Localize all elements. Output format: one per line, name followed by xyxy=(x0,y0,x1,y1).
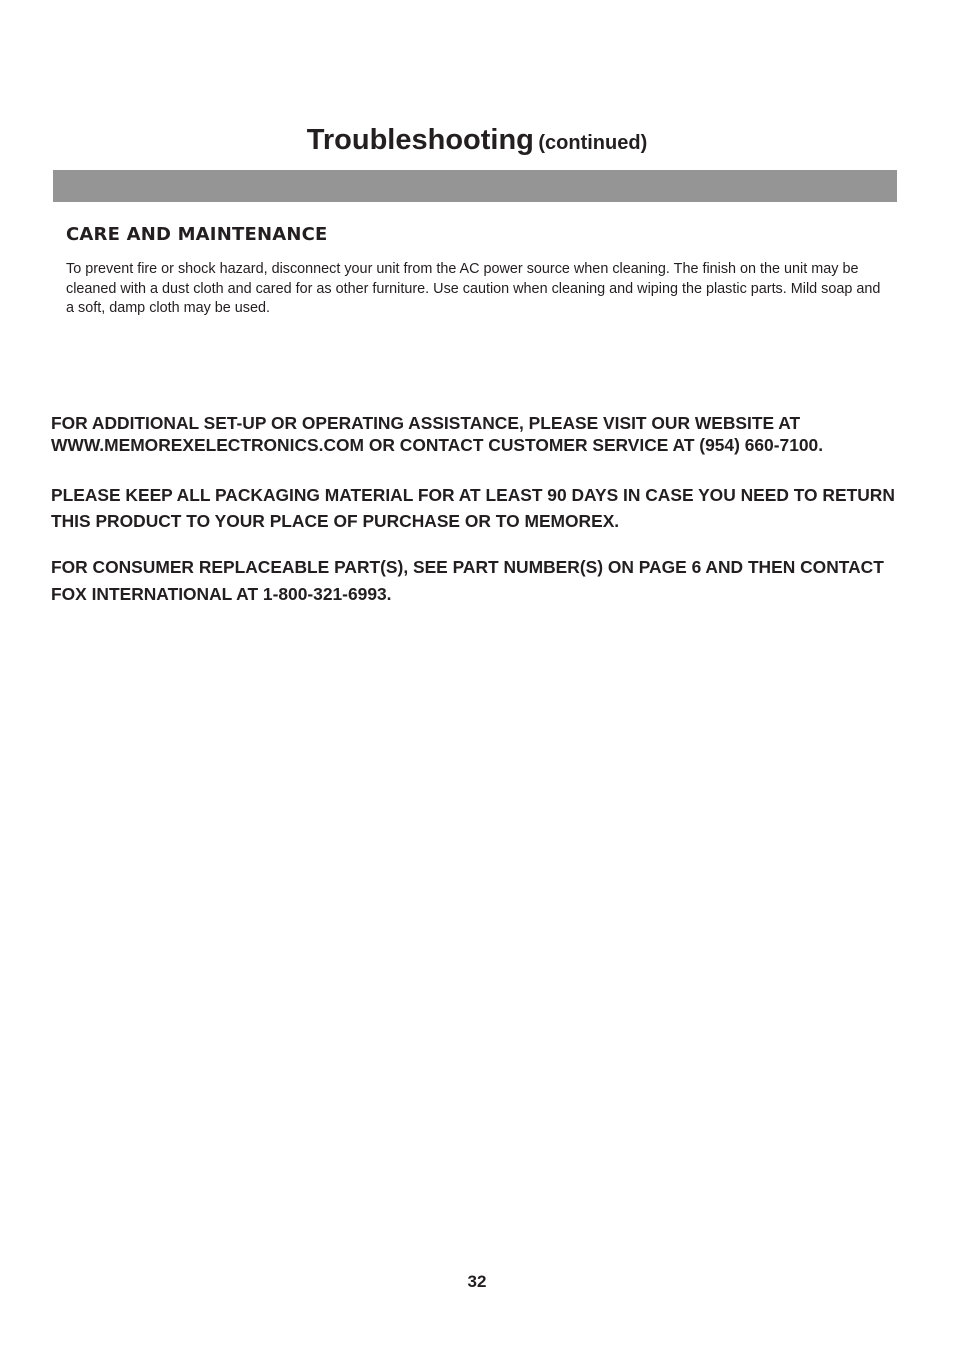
page-title xyxy=(0,124,954,157)
care-and-maintenance-heading: CARE AND MAINTENANCE xyxy=(66,224,328,245)
page-number: 32 xyxy=(467,1272,487,1291)
page-title-continued: (continued) xyxy=(538,132,648,154)
packaging-notice: PLEASE KEEP ALL PACKAGING MATERIAL FOR AT LEAST 90 DAYS IN CASE YOU NEED TO RETURN THIS PRODUCT TO YOUR PLACE OF PURCHASE OR TO MEMOREX. xyxy=(51,485,895,531)
page-title-main: Troubleshooting xyxy=(306,124,534,156)
replaceable-parts-notice: FOR CONSUMER REPLACEABLE PART(S), SEE PART NUMBER(S) ON PAGE 6 AND THEN CONTACT FOX INTERNATIONAL AT 1-800-321-6993. xyxy=(51,557,884,604)
assistance-notice: FOR ADDITIONAL SET-UP OR OPERATING ASSISTANCE, PLEASE VISIT OUR WEBSITE AT WWW.MEMOREXELECTRONICS.COM OR CONTACT CUSTOMER SERVICE AT (954) 660-7100. xyxy=(51,413,824,455)
title-bar-divider xyxy=(53,170,897,202)
care-and-maintenance-text: To prevent fire or shock hazard, disconnect your unit from the AC power source when cleaning. The finish on the unit may be cleaned with a dust cloth and cared for as other furniture. Use caution when cleaning and wiping the plastic parts. Mild soap and a soft, damp cloth may be used. xyxy=(66,261,881,317)
